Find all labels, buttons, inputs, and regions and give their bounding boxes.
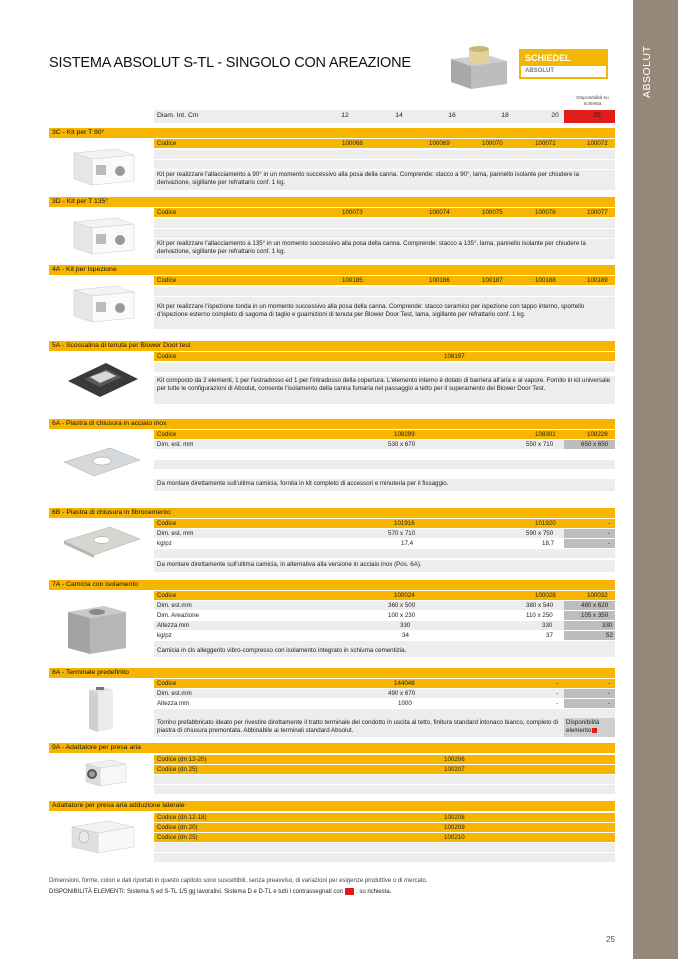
dim-label: Dim. est. mm [157,441,194,448]
section-4a-code-row [154,276,615,285]
schiedel-logo [519,49,608,79]
value-25: 105 x 350 [581,612,609,619]
side-label: ABSOLUT [641,45,653,98]
chimney-terminal-image [86,684,116,734]
air-adapter-image [80,756,130,790]
code-value: 100207 [444,766,465,773]
section-6b-description: Da montare direttamente sull'ultima camicia, in alternativa alla versione in acciaio inox (Pos. 6A). [154,560,615,572]
code-value: 100208 [444,814,465,821]
code-12: 100185 [342,277,363,284]
value-12-16: 1000 [398,700,412,707]
row-label: Dim. Areazione [157,612,199,619]
value-12-16: 490 x 670 [388,690,416,697]
value-18-20: 100028 [535,592,556,599]
row-label: Altezza mm [157,700,190,707]
code-18: 100075 [482,209,503,216]
availability-line1: Disponibilità [566,719,600,726]
section-lateral-title: Adattatore per presa aria adduzione laterale [49,801,615,811]
code-12: 100068 [342,140,363,147]
code-12-16: 101916 [394,520,415,527]
availability-note: Disponibilità su richiesta [576,96,609,107]
code-18: 100070 [482,140,503,147]
section-7a-dim-row [154,601,615,610]
value-25: - [608,680,611,687]
value-12-16: 100024 [394,592,415,599]
spacer-row [154,460,615,469]
value-18-20: 330 [542,622,553,629]
spacer-row [154,853,615,862]
diameter-16: 16 [448,112,456,119]
spacer-row [154,150,615,159]
spacer-row [154,775,615,784]
dim-label: Dim. est. mm [157,530,194,537]
insulated-casing-image [64,598,130,656]
code-16: 100069 [429,140,450,147]
section-9a-row-2 [154,765,615,774]
code-label: Codice [157,520,177,527]
section-8a-height-row [154,699,615,708]
spacer-row [154,785,615,794]
dim-18-20: 590 x 750 [526,530,554,537]
code-16: 100186 [429,277,450,284]
page-title: SISTEMA ABSOLUT S-TL - SINGOLO CON AREAZIONE [49,55,411,71]
row-label: Codice (dn 12-20) [157,756,207,763]
section-7a-aer-row [154,611,615,620]
section-lateral-row-1 [154,813,615,822]
section-5a-code-row [154,352,615,361]
side-band [633,0,678,959]
availability-line2 [566,727,613,735]
section-3d-code-row [154,208,615,217]
section-6b-title: 6B - Piastra di chiusura in fibrocemento [49,508,615,518]
dim-12-16: 530 x 670 [388,441,416,448]
spacer-row [154,160,615,169]
code-label: Codice [157,209,177,216]
value-18-20: - [556,700,559,707]
section-6a-description: Da montare direttamente sull'ultima camicia, fornita in kit completo di accessori e minuteria per il fissaggio. [154,479,615,491]
section-7a-title: 7A - Camicia con isolamento [49,580,615,590]
code-value: 100210 [444,834,465,841]
kg-12-16: 17,4 [401,540,414,547]
value-18-20: 37 [546,632,553,639]
value-12-16: 100 x 230 [388,612,416,619]
spacer-row [154,219,615,228]
value-18-20: - [556,680,559,687]
section-3d-title: 3D - Kit per T 135° [49,197,615,207]
code-25: - [608,520,611,527]
value-25: 330 [602,622,613,629]
section-6b-code-row [154,519,615,528]
diameter-header-row [154,110,615,123]
spacer-row [154,709,615,718]
spacer-row [154,450,615,459]
row-label: Codice [157,592,177,599]
value-18-20: - [556,690,559,697]
availability-line2-text: elemento [566,727,592,734]
value-25: 480 x 620 [581,602,609,609]
section-6b-dim-row [154,529,615,538]
code-16: 100074 [429,209,450,216]
value-18-20: 110 x 250 [526,612,553,619]
chimney-block-image [447,45,511,91]
code-label: Codice [157,277,177,284]
section-7a-kg-row [154,631,615,640]
section-3d-description: Kit per realizzare l'allacciamento a 135° in un momento successivo alla posa della canna. Comprende: stacco a 135°, lama, pannello isolante per chiudere la derivazione, sigillante per refrattario conf. 1 kg. [154,239,615,259]
kg-label: kg/pz [157,540,172,547]
row-label: Codice (dn 25) [157,766,198,773]
code-value: 100206 [444,756,465,763]
section-3c-description: Kit per realizzare l'allacciamento a 90° in un momento successivo alla posa della canna. Comprende: stacco a 90°, lama, pannello isolante per chiudere la derivazione, sigillante per refrattario conf. 1 kg. [154,170,615,190]
spacer-row [154,549,615,558]
section-3c-code-row [154,139,615,148]
section-8a-title: 8A - Terminale predefinito [49,668,615,678]
diameter-25: 25 [593,112,601,119]
value-18-20: 380 x 540 [526,602,554,609]
kit-box-image [72,143,136,187]
section-4a-description: Kit per realizzare l'ispezione tonda in un momento successivo alla posa della canna. Comprende: stacco ceramico per ispezione con tappo interno, sportello d'ispezione esterno completo di sagoma di taglio e guarnizioni di tenuta per Blower Door Test, lama, sigillante per refrattario conf. 1 kg. [154,302,615,329]
logo-brand: SCHIEDEL [521,51,606,66]
section-5a-title: 5A - Scossalina di tenuta per Blower Door test [49,341,615,351]
dim-25: 650 x 650 [581,441,609,448]
row-label: Dim. est.mm [157,690,192,697]
code-25: 100077 [587,209,608,216]
row-label: Codice (dn 12-18) [157,814,207,821]
footer-availability [49,888,391,895]
lateral-air-adapter-image [68,815,138,855]
code-25: 100072 [587,140,608,147]
code-18-20: 101920 [535,520,556,527]
section-6a-code-row [154,430,615,439]
code-20: 100076 [535,209,556,216]
footer-disclaimer: Dimensioni, forme, colori e dati riportati in questo capitolo sono suscettibili, senza preavviso, di variazioni per esigenze produttive o di mercato. [49,878,428,884]
steel-plate-image [62,444,142,480]
value-25: - [608,700,611,707]
code-label: Codice [157,353,177,360]
diameter-label: Diam. Int. Cm [157,112,199,119]
section-7a-code-row [154,591,615,600]
code-value: 100209 [444,824,465,831]
spacer-row [154,363,615,372]
kit-box-image [72,280,136,324]
value-12-16: 360 x 500 [388,602,416,609]
diameter-12: 12 [341,112,349,119]
section-lateral-row-3 [154,833,615,842]
code-25: 100189 [587,277,608,284]
value-25: 100032 [587,592,608,599]
code-25: 108228 [587,431,608,438]
code-18-20: 108301 [535,431,556,438]
code-20: 100188 [535,277,556,284]
value-12-16: 144048 [394,680,415,687]
spacer-row [154,287,615,296]
section-7a-height-row [154,621,615,630]
row-label: kg/pz [157,632,172,639]
section-3c-title: 3C - Kit per T 90° [49,128,615,138]
section-4a-title: 4A - Kit per Ispezione [49,265,615,275]
section-lateral-row-2 [154,823,615,832]
row-label: Altezza mm [157,622,190,629]
code-label: Codice [157,140,177,147]
fibercement-plate-image [62,523,142,559]
section-6b-kg-row [154,539,615,548]
code-12: 100073 [342,209,363,216]
section-6a-dim-row [154,440,615,449]
logo-product: ABSOLUT [525,68,554,74]
value-25: 52 [606,632,613,639]
section-8a-code-row [154,679,615,688]
element-availability-note [564,718,615,737]
section-8a-dim-row [154,689,615,698]
value-12-16: 34 [402,632,409,639]
code-20: 100071 [535,140,556,147]
code-universal: 108197 [444,353,465,360]
code-18: 100187 [482,277,503,284]
dim-18-20: 550 x 710 [526,441,554,448]
on-request-marker [345,888,354,895]
dim-12-16: 570 x 710 [388,530,416,537]
section-8a-description: Torrino prefabbricato ideato per rivestire direttamente il tratto terminale del condotto in uscita al tetto, finitura standard intonaco bianco, completo di piastra di chiusura premontata. Abbinabile ai terminali standard Absolut. [154,718,564,737]
section-5a-description: Kit composto da 2 elementi, 1 per l'estradosso ed 1 per l'intradosso della copertura. L'elemento interno è dotato di barriera all'aria e al vapore. Fornito in kit universale per tutte le configurazioni di Absolut, consente l'isolamento della canna fumaria nel passaggio a tetto per il superamento del Blower Door Test. [154,376,615,404]
on-request-marker [592,728,597,733]
value-25: - [608,690,611,697]
kg-18-20: 18,7 [542,540,555,547]
section-9a-title: 9A - Adattatore per presa aria [49,743,615,753]
value-12-16: 330 [400,622,411,629]
diameter-14: 14 [395,112,403,119]
row-label: Codice [157,680,177,687]
spacer-row [154,843,615,852]
section-7a-description: Camicia in cls alleggerito vibro-compresso con isolamento integrato in schiuma cementizia. [154,646,615,657]
row-label: Codice (dn 25) [157,834,198,841]
footer-availability-text: DISPONIBILITÀ ELEMENTI: Sistema S ed S-TL 1/5 gg lavorativi. Sistema D e D-TL e tutti i contrassegnati con [49,889,343,896]
code-label: Codice [157,431,177,438]
spacer-row [154,229,615,238]
kit-box-image [72,212,136,256]
diameter-20: 20 [551,112,559,119]
diameter-18: 18 [501,112,509,119]
kg-25: - [608,540,611,547]
page-number: 25 [606,935,615,944]
row-label: Codice (dn 20) [157,824,198,831]
dim-25: - [608,530,611,537]
section-9a-row-1 [154,755,615,764]
row-label: Dim. est.mm [157,602,192,609]
flashing-image [66,357,140,401]
section-6a-title: 6A - Piastra di chiusura in acciaio inox [49,419,615,429]
code-12-16: 108299 [394,431,415,438]
footer-availability-suffix: : su richiesta. [356,889,392,896]
